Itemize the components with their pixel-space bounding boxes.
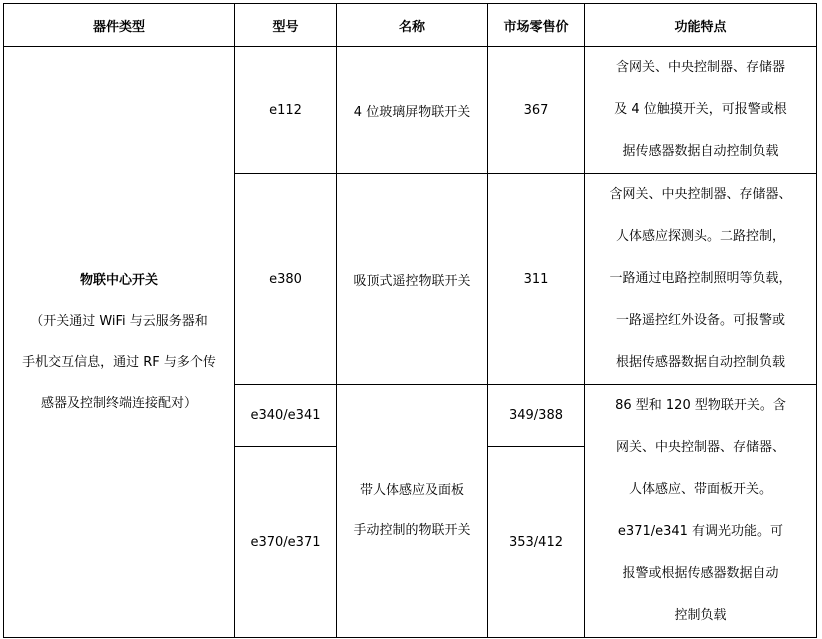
feature-line: 一路通过电路控制照明等负载， <box>609 271 792 286</box>
model-cell: e112 <box>235 47 337 174</box>
feature-cell <box>585 385 817 638</box>
name-cell <box>337 385 488 638</box>
feature-line: 人体感应、带面板开关。 <box>628 482 772 497</box>
feature-line: 人体感应探测头。二路控制， <box>615 229 785 244</box>
feature-line: 含网关、中央控制器、存储器 <box>615 60 785 75</box>
price-cell: 353/412 <box>488 447 585 638</box>
name-line: 手动控制的物联开关 <box>353 523 471 538</box>
feature-cell <box>585 47 817 174</box>
feature-line: 据传感器数据自动控制负载 <box>622 144 779 159</box>
price-cell: 367 <box>488 47 585 174</box>
name-cell: 4 位玻璃屏物联开关 <box>337 47 488 174</box>
header-device-type: 器件类型 <box>4 4 235 47</box>
device-type-cell <box>4 47 235 638</box>
header-row <box>4 4 817 47</box>
price-cell: 311 <box>488 174 585 385</box>
name-line: 带人体感应及面板 <box>359 483 464 498</box>
feature-line: 86 型和 120 型物联开关。含 <box>615 398 786 413</box>
feature-line: 网关、中央控制器、存储器、 <box>615 440 785 455</box>
model-cell: e370/e371 <box>235 447 337 638</box>
name-cell: 吸顶式遥控物联开关 <box>337 174 488 385</box>
device-type-desc-line: 手机交互信息，通过 RF 与多个传 <box>22 355 216 370</box>
feature-line: 控制负载 <box>674 608 727 623</box>
header-name: 名称 <box>337 4 488 47</box>
feature-line: 报警或根据传感器数据自动 <box>622 566 779 581</box>
feature-line: 含网关、中央控制器、存储器、 <box>609 187 792 202</box>
product-table <box>3 3 817 638</box>
feature-line: 及 4 位触摸开关，可报警或根 <box>614 102 787 117</box>
device-type-desc-line: （开关通过 WiFi 与云服务器和 <box>30 314 208 329</box>
header-features: 功能特点 <box>585 4 817 47</box>
feature-line: e371/e341 有调光功能。可 <box>617 524 784 539</box>
device-type-desc-line: 感器及控制终端连接配对） <box>40 396 197 411</box>
header-model: 型号 <box>235 4 337 47</box>
table-row <box>4 47 817 174</box>
feature-line: 根据传感器数据自动控制负载 <box>615 355 785 370</box>
device-type-title: 物联中心开关 <box>79 273 158 288</box>
price-cell: 349/388 <box>488 385 585 447</box>
model-cell: e340/e341 <box>235 385 337 447</box>
feature-cell <box>585 174 817 385</box>
header-price: 市场零售价 <box>488 4 585 47</box>
model-cell: e380 <box>235 174 337 385</box>
feature-line: 一路遥控红外设备。可报警或 <box>615 313 785 328</box>
